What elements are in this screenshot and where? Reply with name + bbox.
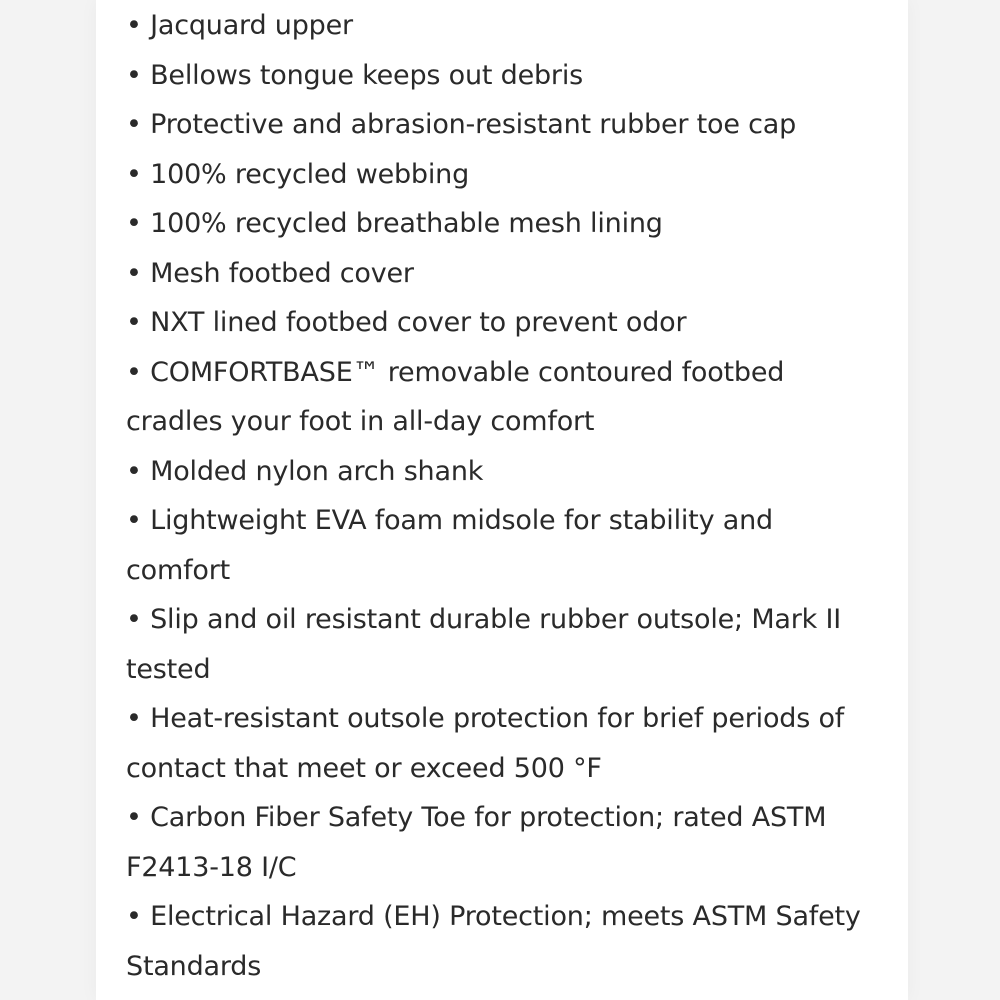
feature-item: • Molded nylon arch shank: [126, 455, 484, 487]
feature-item: • Slip and oil resistant durable rubber outsole; Mark II tested: [126, 604, 842, 685]
feature-item: • Jacquard upper: [126, 10, 353, 41]
feature-item: • Lightweight EVA foam midsole for stability and comfort: [126, 505, 773, 586]
feature-item: • Carbon Fiber Safety Toe for protection; rated ASTM F2413-18 I/C: [126, 802, 827, 883]
feature-item: • Heat-resistant outsole protection for brief periods of contact that meet or exceed 500 °F: [126, 703, 845, 784]
feature-item: • Electrical Hazard (EH) Protection; meets ASTM Safety Standards: [126, 901, 861, 982]
feature-item: • NXT lined footbed cover to prevent odor: [126, 307, 687, 338]
feature-item: • Bellows tongue keeps out debris: [126, 59, 584, 91]
feature-item: • 100% recycled webbing: [126, 158, 470, 190]
feature-item: • 100% recycled breathable mesh lining: [126, 208, 663, 239]
feature-item: • Protective and abrasion-resistant rubber toe cap: [126, 109, 797, 140]
feature-list: [126, 1, 866, 991]
feature-item: • COMFORTBASE™ removable contoured footbed cradles your foot in all-day comfort: [126, 356, 785, 437]
feature-item: • Mesh footbed cover: [126, 257, 414, 289]
